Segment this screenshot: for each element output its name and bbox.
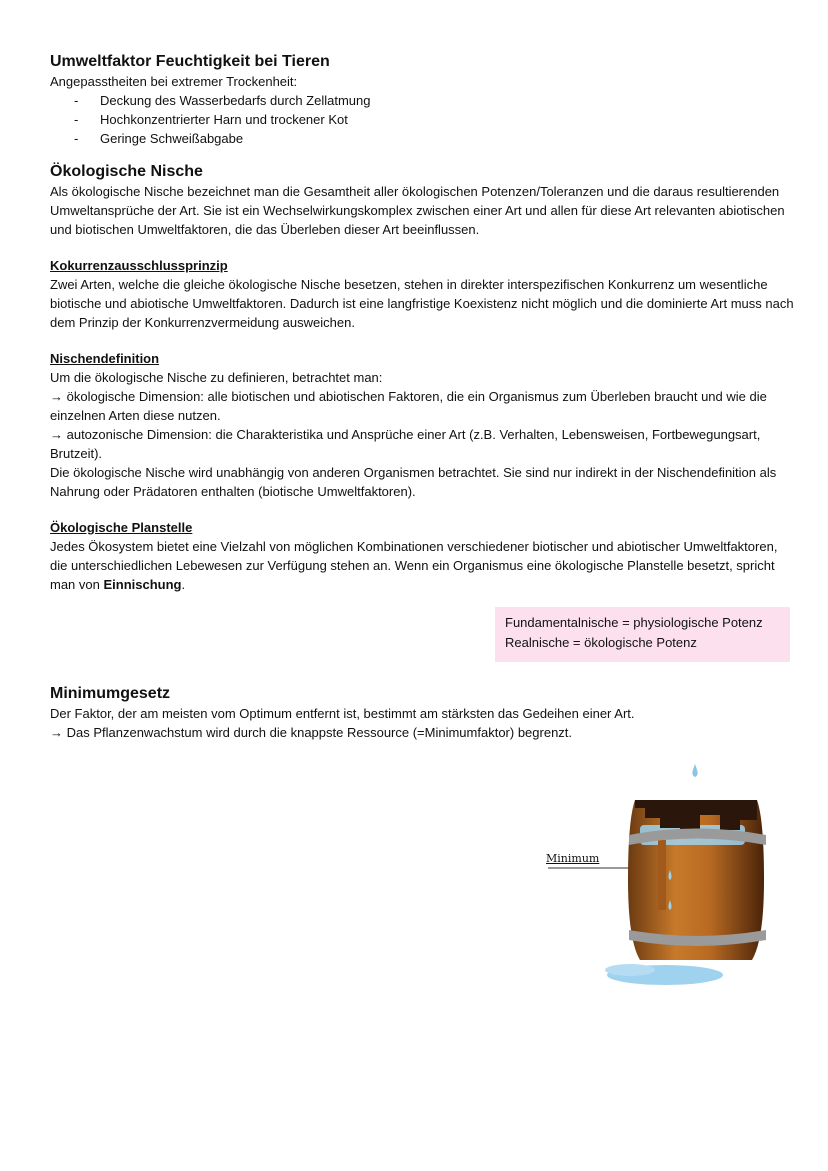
barrel-figure — [540, 760, 780, 995]
infobox-line: Fundamentalnische = physiologische Potenz — [505, 615, 763, 630]
figure-label-minimum: Minimum — [546, 852, 600, 865]
section-title-feuchtigkeit: Umweltfaktor Feuchtigkeit bei Tieren — [50, 53, 330, 70]
konkurrenz-paragraph: Zwei Arten, welche die gleiche ökologische Nische besetzen, stehen in direkter interspezifischen Konkurrenz um wesentliche biotische und abiotische Umweltfaktoren. Dadurch ist eine langfristige Koexistenz nicht möglich und die dominierte Art muss nach dem Prinzip der Konkurrenzvermeidung ausweichen. — [50, 277, 794, 330]
planstelle-paragraph — [50, 537, 795, 594]
minimum-line1: Der Faktor, der am meisten vom Optimum entfernt ist, bestimmt am stärksten das Gedeihen einer Art. — [50, 706, 635, 721]
subheading-nischendefinition: Nischendefinition — [50, 351, 160, 366]
nischendefinition-line1: Um die ökologische Nische zu definieren, betrachtet man: — [50, 370, 383, 385]
water-drop-icon — [692, 764, 697, 777]
section-title-nische: Ökologische Nische — [50, 163, 203, 180]
barrel-illustration — [540, 760, 780, 995]
minimum-stave — [658, 840, 666, 910]
minimum-line2: → Das Pflanzenwachstum wird durch die knappste Ressource (=Minimumfaktor) begrenzt. — [50, 725, 573, 740]
nischendefinition-line4: Die ökologische Nische wird unabhängig von anderen Organismen betrachtet. Sie sind nur indirekt in der Nischendefinition als Nahrung oder Prädatoren enthalten (biotische Umweltfaktoren). — [50, 465, 777, 499]
einnischung-term: Einnischung — [103, 577, 182, 592]
infobox-line: Realnische = ökologische Potenz — [505, 635, 697, 650]
list-item: - Geringe Schweißabgabe — [50, 129, 795, 148]
subheading-konkurrenz: Kokurrenzausschlussprinzip — [50, 258, 228, 273]
nische-paragraph: Als ökologische Nische bezeichnet man die Gesamtheit aller ökologischen Potenzen/Toleranzen und die daraus resultierenden Umweltansprüche der Art. Sie ist ein Wechselwirkungskomplex zwischen einer Art und allen für diese Art relevanten abiotischen und biotischen Umweltfaktoren, die das Überleben dieser Art beeinflussen. — [50, 184, 785, 237]
nischendefinition-line3: → autozonische Dimension: die Charakteristika und Ansprüche einer Art (z.B. Verhalten, Lebensweisen, Fortbewegungsart, Brutzeit). — [50, 427, 761, 461]
nischendefinition-line2: → ökologische Dimension: alle biotischen und abiotischen Faktoren, die ein Organismus zum Überleben braucht und wie die einzelnen Arten diese nutzen. — [50, 389, 767, 423]
planstelle-text: Jedes Ökosystem bietet eine Vielzahl von möglichen Kombinationen verschiedener biotischer und abiotischer Umweltfaktoren, die unterschiedlichen Lebewesen zur Verfügung stehen an. Wenn ein Organismus eine ökologische Planstelle besetzt, spricht man von — [50, 539, 778, 592]
list-item: - Deckung des Wasserbedarfs durch Zellatmung — [50, 91, 795, 110]
adaptation-list — [50, 91, 795, 148]
section-intro: Angepasstheiten bei extremer Trockenheit: — [50, 74, 298, 89]
list-item: - Hochkonzentrierter Harn und trockener Kot — [50, 110, 795, 129]
section-title-minimumgesetz: Minimumgesetz — [50, 685, 171, 702]
nische-infobox — [495, 607, 790, 662]
subheading-planstelle: Ökologische Planstelle — [50, 520, 193, 535]
document-page — [50, 52, 795, 742]
planstelle-end: . — [181, 577, 186, 592]
